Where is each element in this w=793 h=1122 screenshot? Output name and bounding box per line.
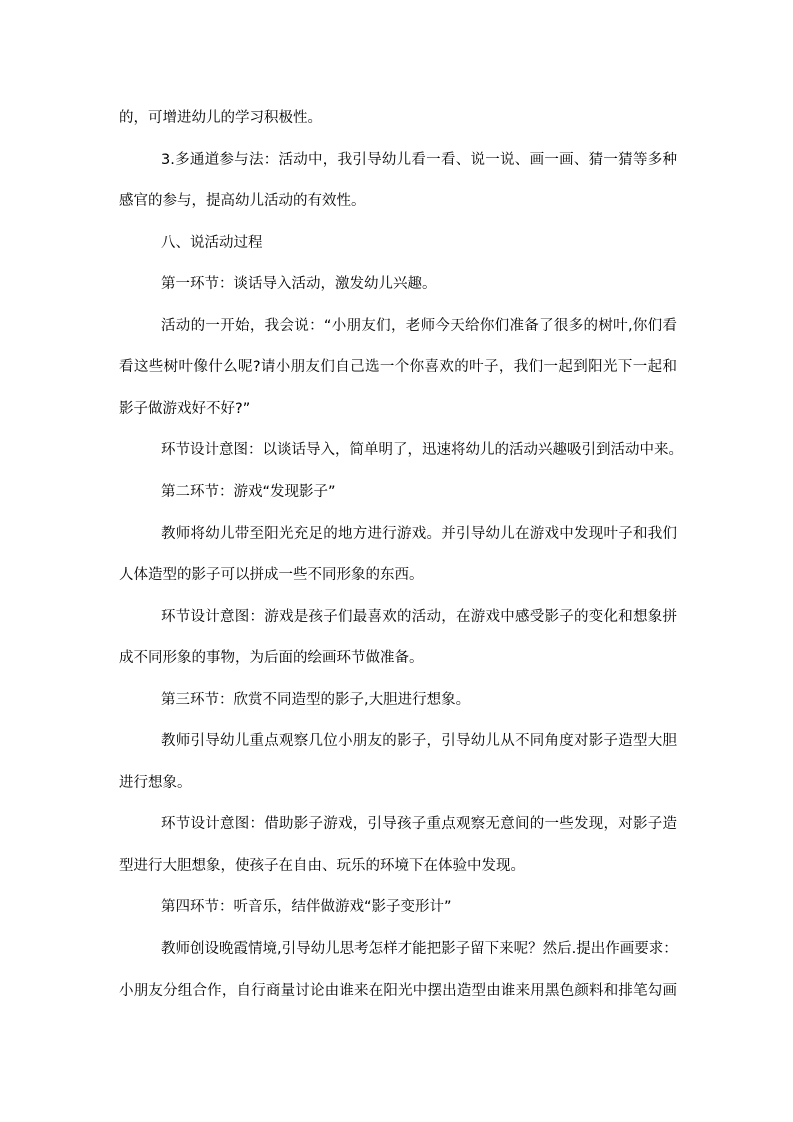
text-line: 3.多通道参与法：活动中，我引导幼儿看一看、说一说、画一画、猜一猜等多种 (161, 152, 677, 168)
text-line: 教师引导幼儿重点观察几位小朋友的影子，引导幼儿从不同角度对影子造型大胆 (161, 733, 677, 749)
text-line: 的，可增进幼儿的学习积极性。 (119, 110, 322, 126)
text-line: 看这些树叶像什么呢?请小朋友们自己选一个你喜欢的叶子，我们一起到阳光下一起和 (119, 359, 677, 375)
step-heading: 第三环节：欣赏不同造型的影子,大胆进行想象。 (161, 692, 471, 708)
step-heading: 第四环节：听音乐，结伴做游戏“影子变形计” (161, 899, 452, 915)
text-line: 环节设计意图：游戏是孩子们最喜欢的活动，在游戏中感受影子的变化和想象拼 (161, 609, 677, 625)
section-heading: 八、说活动过程 (161, 235, 263, 251)
text-line: 教师将幼儿带至阳光充足的地方进行游戏。并引导幼儿在游戏中发现叶子和我们 (161, 526, 677, 542)
text-line: 感官的参与，提高幼儿活动的有效性。 (119, 193, 366, 209)
text-line: 小朋友分组合作，自行商量讨论由谁来在阳光中摆出造型由谁来用黑色颜料和排笔勾画 (119, 983, 677, 999)
text-line: 成不同形象的事物，为后面的绘画环节做准备。 (119, 650, 424, 666)
text-line: 人体造型的影子可以拼成一些不同形象的东西。 (119, 567, 424, 583)
text-line: 型进行大胆想象，使孩子在自由、玩乐的环境下在体验中发现。 (119, 858, 525, 874)
text-line: 教师创设晚霞情境,引导幼儿思考怎样才能把影子留下来呢？然后.提出作画要求： (161, 941, 678, 957)
text-line: 影子做游戏好不好?” (119, 401, 251, 417)
text-line: 环节设计意图：以谈话导入，简单明了，迅速将幼儿的活动兴趣吸引到活动中来。 (161, 442, 683, 458)
text-line: 进行想象。 (119, 775, 192, 791)
step-heading: 第二环节：游戏“发现影子” (161, 484, 336, 500)
step-heading: 第一环节：谈话导入活动，激发幼儿兴趣。 (161, 276, 437, 292)
text-line: 环节设计意图：借助影子游戏，引导孩子重点观察无意间的一些发现，对影子造 (161, 816, 677, 832)
text-line: 活动的一开始，我会说：“小朋友们，老师今天给你们准备了很多的树叶,你们看 (161, 318, 677, 334)
